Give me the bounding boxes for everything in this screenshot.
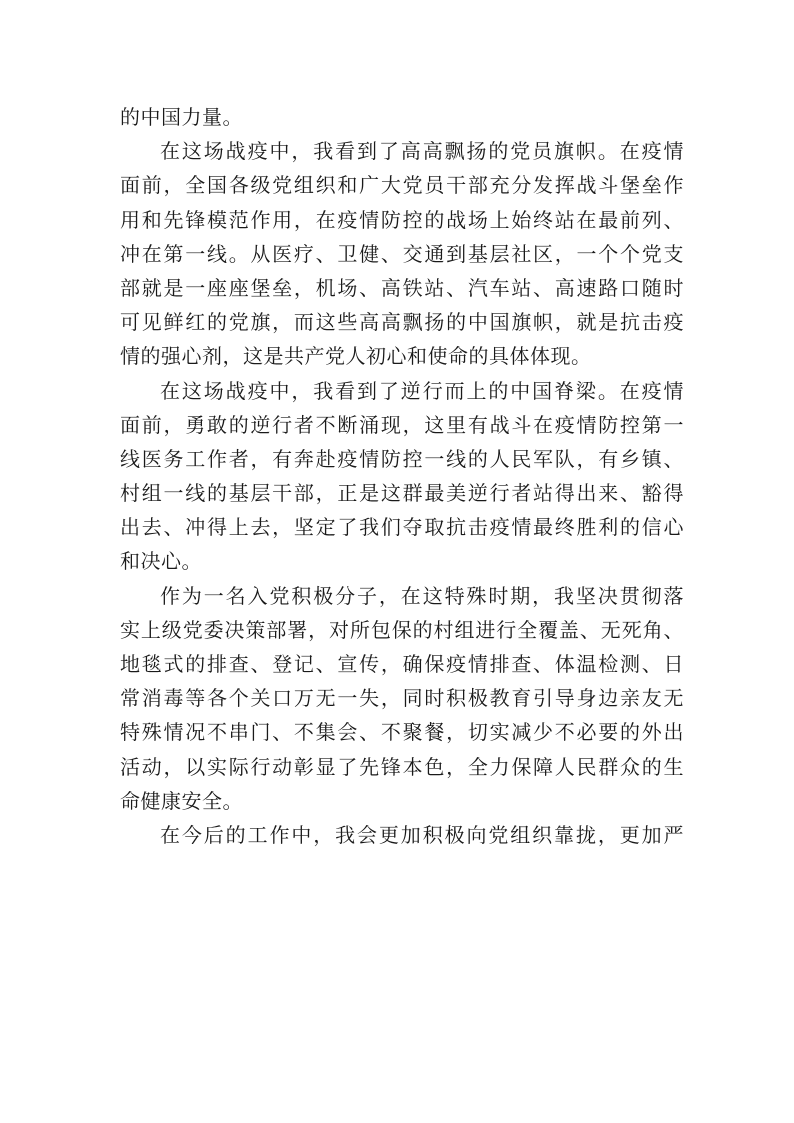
text-line-21: 命健康安全。 [120,788,243,813]
text-line-2: 在这场战疫中，我看到了高高飘扬的党员旗帜。在疫情 [160,139,684,164]
text-line-1: 的中国力量。 [120,105,243,129]
text-line-20: 活动，以实际行动彰显了先锋本色，全力保障人民群众的生 [120,754,684,779]
text-line-4: 用和先锋模范作用，在疫情防控的战场上始终站在最前列、 [120,207,684,232]
text-line-13: 出去、冲得上去，坚定了我们夺取抗击疫情最终胜利的信心 [120,515,684,540]
text-line-5: 冲在第一线。从医疗、卫健、交通到基层社区，一个个党支 [120,241,684,266]
text-line-9: 在这场战疫中，我看到了逆行而上的中国脊梁。在疫情 [160,378,684,403]
text-line-16: 实上级党委决策部署，对所包保的村组进行全覆盖、无死角、 [120,617,684,642]
text-line-11: 线医务工作者，有奔赴疫情防控一线的人民军队，有乡镇、 [120,446,684,471]
text-line-12: 村组一线的基层干部，正是这群最美逆行者站得出来、豁得 [120,481,684,506]
text-line-15: 作为一名入党积极分子，在这特殊时期，我坚决贯彻落 [160,583,684,608]
text-line-8: 情的强心剂，这是共产党人初心和使命的具体体现。 [120,344,592,369]
text-line-18: 常消毒等各个关口万无一失，同时积极教育引导身边亲友无 [120,686,684,711]
body-text [120,100,684,852]
text-line-22: 在今后的工作中，我会更加积极向党组织靠拢，更加严 [160,822,684,847]
text-line-3: 面前，全国各级党组织和广大党员干部充分发挥战斗堡垒作 [120,173,684,198]
text-line-19: 特殊情况不串门、不集会、不聚餐，切实减少不必要的外出 [120,720,684,745]
text-line-7: 可见鲜红的党旗，而这些高高飘扬的中国旗帜，就是抗击疫 [120,310,684,335]
text-line-17: 地毯式的排查、登记、宣传，确保疫情排查、体温检测、日 [120,652,684,676]
text-line-14: 和决心。 [120,549,202,574]
text-line-10: 面前，勇敢的逆行者不断涌现，这里有战斗在疫情防控第一 [120,412,684,437]
text-line-6: 部就是一座座堡垒，机场、高铁站、汽车站、高速路口随时 [120,275,684,300]
